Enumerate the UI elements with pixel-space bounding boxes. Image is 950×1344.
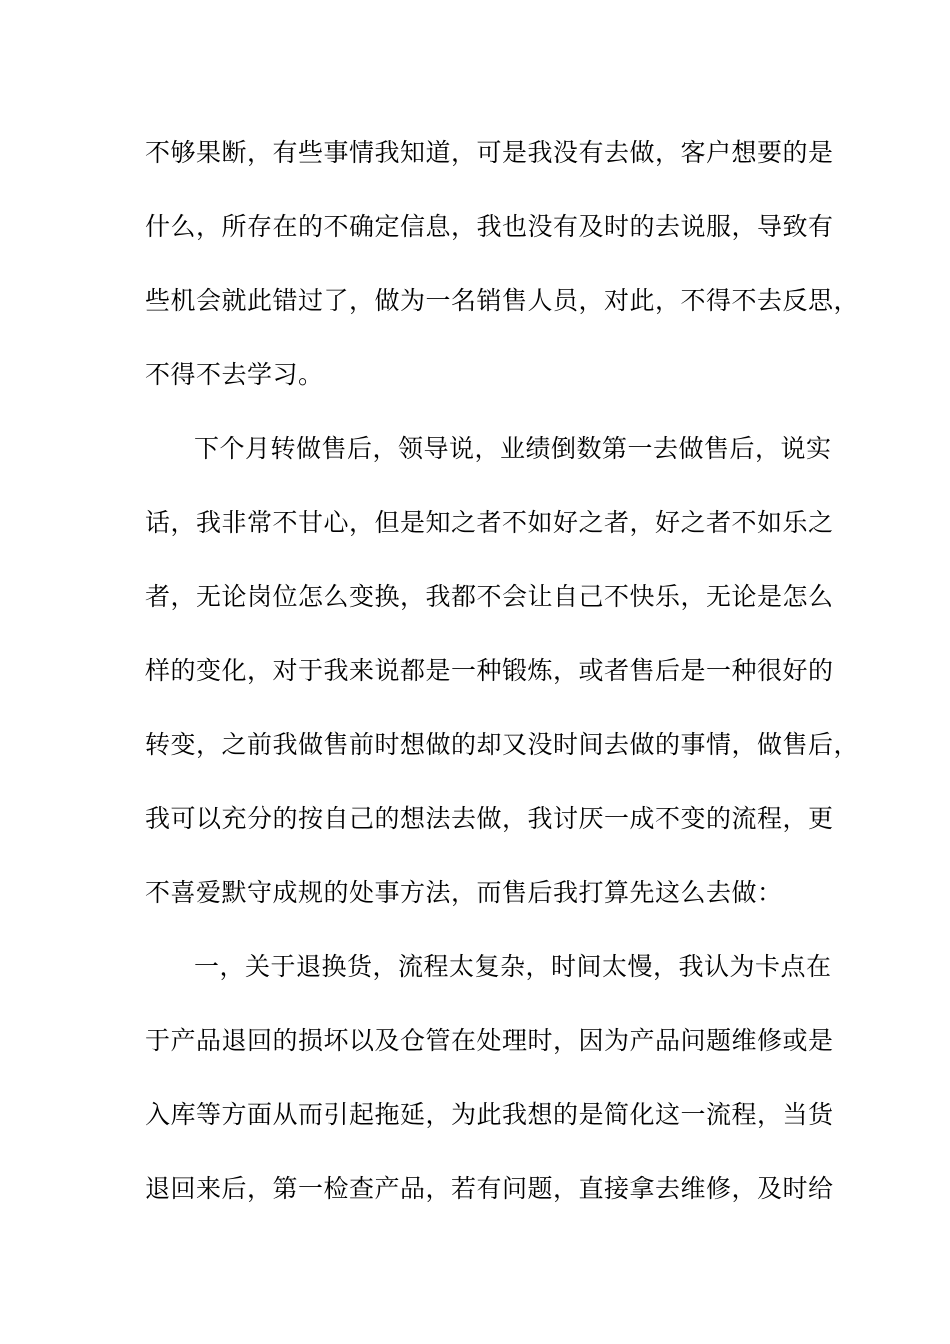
text-line: 什么，所存在的不确定信息，我也没有及时的去说服，导致有 bbox=[145, 212, 834, 241]
text-line: 不得不去学习。 bbox=[145, 360, 324, 389]
text-line: 话，我非常不甘心，但是知之者不如好之者，好之者不如乐之 bbox=[145, 508, 834, 537]
text-line: 样的变化，对于我来说都是一种锻炼，或者售后是一种很好的 bbox=[145, 656, 834, 685]
paragraph-start-line: 一，关于退换货，流程太复杂，时间太慢，我认为卡点在 bbox=[194, 952, 832, 981]
text-line: 我可以充分的按自己的想法去做，我讨厌一成不变的流程，更 bbox=[145, 804, 834, 833]
paragraph-start-line: 下个月转做售后，领导说，业绩倒数第一去做售后，说实 bbox=[194, 434, 832, 463]
text-line: 者，无论岗位怎么变换，我都不会让自己不快乐，无论是怎么 bbox=[145, 582, 834, 611]
text-line: 入库等方面从而引起拖延，为此我想的是简化这一流程，当货 bbox=[145, 1100, 834, 1129]
text-line: 些机会就此错过了，做为一名销售人员，对此，不得不去反思， bbox=[145, 286, 860, 315]
text-line: 不够果断，有些事情我知道，可是我没有去做，客户想要的是 bbox=[145, 138, 834, 167]
body-text bbox=[145, 126, 860, 1236]
text-line: 退回来后，第一检查产品，若有问题，直接拿去维修，及时给 bbox=[145, 1174, 834, 1203]
text-line: 于产品退回的损坏以及仓管在处理时，因为产品问题维修或是 bbox=[145, 1026, 834, 1055]
text-line: 转变，之前我做售前时想做的却又没时间去做的事情，做售后， bbox=[145, 730, 860, 759]
text-line: 不喜爱默守成规的处事方法，而售后我打算先这么去做： bbox=[145, 878, 783, 907]
